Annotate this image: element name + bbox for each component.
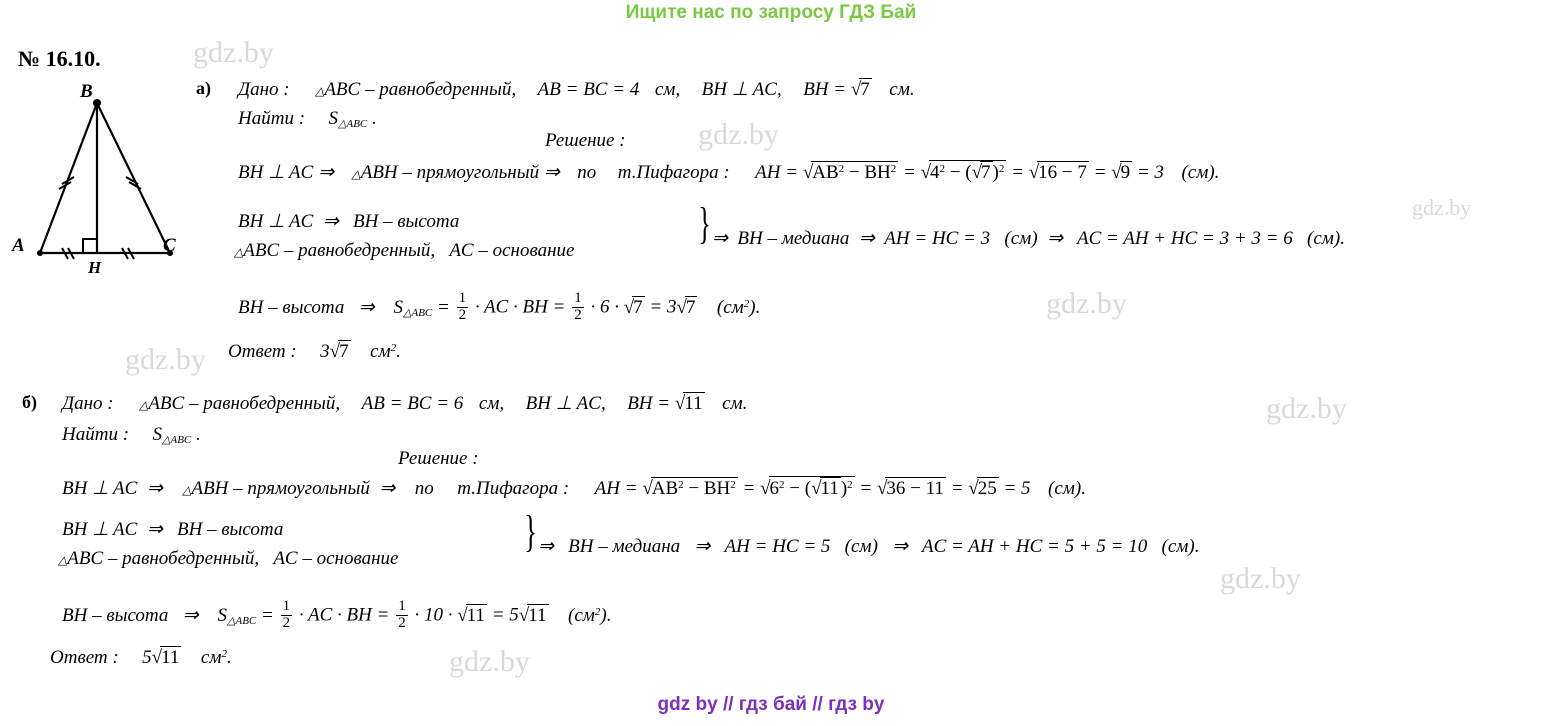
unit-cm: см (478, 393, 500, 414)
tok-pifagor: т.Пифагора : (457, 478, 570, 499)
find-label: Найти : (238, 108, 306, 129)
vertex-label-a: A (12, 235, 25, 256)
vertex-label-c: C (163, 235, 176, 256)
tok-vysota: высота (282, 296, 345, 318)
tok-ravnob: равнобедренный (298, 240, 431, 261)
part-a-brace-top: BH ⊥ AC ⇒ BH – высота (238, 211, 460, 232)
part-a-brace-result: ⇒ BH – медиана ⇒ AH = HC = 3 (см) ⇒ AC = AH + HC = 3 + 3 = 6 (см). (712, 228, 1345, 249)
watermark: gdz.by (1266, 392, 1347, 425)
tok-mediana: медиана (781, 228, 850, 249)
unit-cm: см (1010, 228, 1032, 249)
unit-cm: см (889, 79, 910, 100)
part-a-answer: Ответ : 3√7 $см^2$. (228, 341, 401, 362)
tok-po: по (414, 478, 434, 499)
page-header-text: Ищите нас по запросу ГДЗ Бай (625, 2, 917, 23)
part-b-area: BH – высота ⇒ $S_{\triangle ABC}$ = $\frac{1}{2}$ · AC · BH = $\frac{1}{2}$ · 10 · √11 = 5√11 $(см^2)$. (62, 598, 612, 631)
vertex-label-b: B (80, 81, 93, 102)
fraction-half: $\frac{1}{2}$ (282, 598, 291, 631)
part-b-find: Найти : $S_{\triangle ABC}$ . (62, 424, 201, 446)
part-a-line1: BH ⊥ AC ⇒ △ABH – прямоугольный ⇒ по т.Пифагора : AH = $√AB^2 - BH^2 = √4^2 - (√7$ )$^2$ = √16 − 7 = √9 = 3 (см). (238, 162, 1220, 183)
unit-cm: см (200, 647, 222, 668)
unit-cm: см (851, 536, 872, 557)
unit-cm: см (1054, 478, 1075, 499)
fraction-half: $\frac{1}{2}$ (398, 598, 406, 631)
brace-a: } (698, 199, 711, 248)
watermark: gdz.by (1046, 287, 1127, 320)
part-a-marker: а) (196, 78, 211, 98)
part-b-line1: BH ⊥ AC ⇒ △ABH – прямоугольный ⇒ по т.Пифагора : AH = $√AB^2 - BH^2 = √6^2 - (√11$ )$^2$ = √36 − 11 = √25 = 5 (см). (62, 478, 1086, 499)
answer-label: Ответ : (50, 647, 119, 668)
fraction-half: $\frac{1}{2}$ (574, 290, 582, 323)
watermark: gdz.by (698, 118, 779, 151)
exercise-number: № 16.10. (18, 46, 101, 71)
part-a-find: Найти : $S_{\triangle ABC}$ . (238, 108, 377, 130)
part-a-given: Дано : △ABC – равнобедренный, AB = BC = 4 см, BH ⊥ AC, BH = √7 см. (238, 79, 915, 100)
watermark: gdz.by (125, 343, 206, 376)
watermark: gdz.by (449, 645, 530, 678)
tok-pryam: прямоугольный (416, 162, 540, 183)
part-a-solution-label: Решение : (545, 130, 626, 151)
tok-vysota: высота (221, 519, 284, 540)
part-b-brace-top: BH ⊥ AC ⇒ BH – высота (62, 519, 284, 540)
unit-cm: см (1313, 228, 1334, 249)
tok-pryam: прямоугольный (247, 478, 370, 499)
tok-ravnob: равнобедренный (122, 548, 255, 569)
unit-cm: см (722, 393, 743, 414)
part-b-given: Дано : △ABC – равнобедренный, AB = BC = 6 см, BH ⊥ AC, BH = √11 см. (62, 393, 748, 414)
unit-cm: см (723, 296, 744, 318)
part-b-marker: б) (22, 392, 37, 412)
find-label: Найти : (62, 424, 130, 445)
unit-cm: см (1187, 162, 1209, 183)
part-a-area: BH – высота ⇒ $S_{\triangle ABC}$ = $\frac{1}{2}$ · AC · BH = $\frac{1}{2}$ · 6 · √7 = 3√7 $(см^2)$. (238, 290, 761, 323)
watermark: gdz.by (1412, 195, 1472, 220)
part-b-brace-bottom: △ABC – равнобедренный, AC – основание (58, 548, 399, 569)
unit-cm: см (1167, 536, 1189, 557)
tok-vysota: высота (397, 211, 460, 232)
tok-osnovanie: основание (492, 240, 575, 261)
tok-po: по (577, 162, 597, 183)
tok-osnovanie: основание (316, 548, 399, 569)
part-b-solution-label: Решение : (398, 448, 479, 469)
brace-b: } (524, 507, 537, 556)
part-a-brace-bottom: △ABC – равнобедренный, AC – основание (234, 240, 575, 261)
tok-ravnob: равнобедренный (203, 393, 336, 414)
page-footer-text: gdz by // гдз бай // гдз by (657, 694, 885, 715)
part-b-answer: Ответ : 5√11 $см^2$. (50, 647, 232, 668)
watermark: gdz.by (1220, 562, 1301, 595)
unit-cm: см (370, 341, 391, 362)
part-b-brace-result: ⇒ BH – медиана ⇒ AH = HC = 5 (см) ⇒ AC = AH + HC = 5 + 5 = 10 (см). (538, 536, 1200, 557)
given-label: Дано : (62, 393, 114, 414)
triangle-figure (0, 78, 200, 278)
tok-vysota: высота (106, 604, 169, 626)
watermark: gdz.by (193, 36, 274, 69)
tok-ravnob: равнобедренный (379, 79, 512, 100)
unit-cm: см (654, 79, 676, 100)
answer-label: Ответ : (228, 341, 297, 362)
vertex-label-h: H (88, 258, 102, 277)
given-label: Дано : (238, 79, 290, 100)
tok-pifagor: т.Пифагора : (617, 162, 730, 183)
unit-cm: см (574, 604, 595, 626)
fraction-half: $\frac{1}{2}$ (458, 290, 467, 323)
tok-mediana: медиана (612, 536, 681, 557)
